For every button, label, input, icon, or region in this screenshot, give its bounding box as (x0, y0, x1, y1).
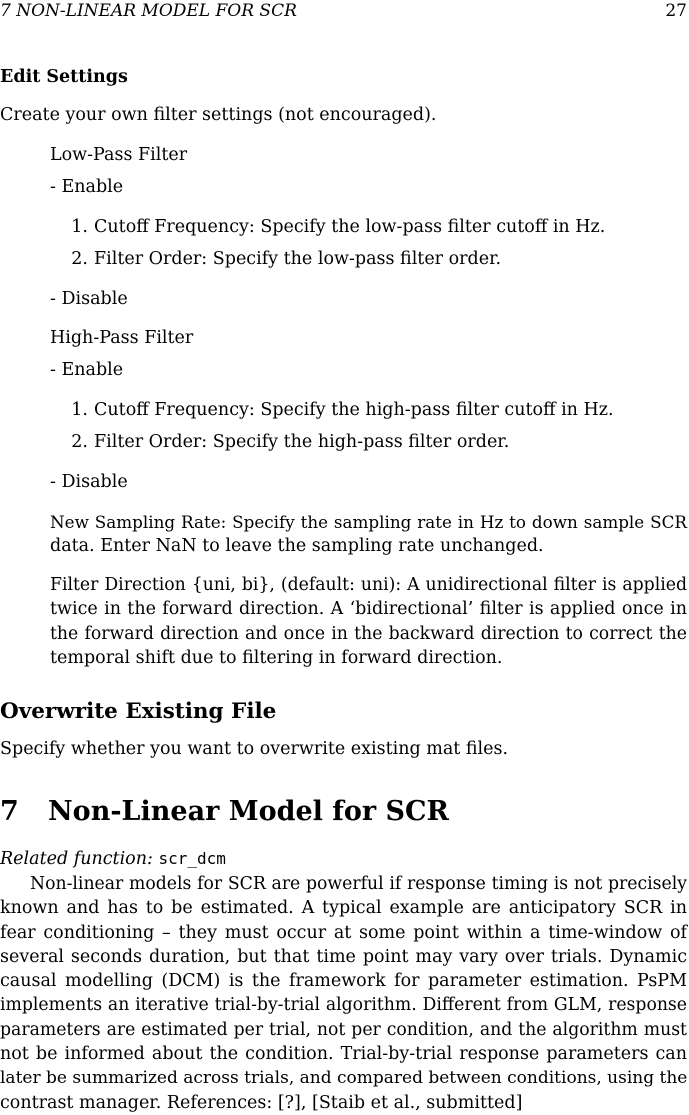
paragraph-line: causal modelling (DCM) is the framework for parameter estimation. PsPM (0, 971, 687, 992)
item-text: Cutoff Frequency: Specify the high-pass filter cutoff in Hz. (94, 400, 614, 420)
paragraph-line: Filter Direction {uni, bi}, (default: uni): A unidirectional filter is applied (50, 575, 687, 595)
item-number: 1. (71, 400, 88, 420)
low-pass-item-1 (62, 216, 605, 238)
low-pass-enable: - Enable (50, 177, 124, 197)
section-body-paragraph (0, 872, 687, 1115)
paragraph-line: twice in the forward direction. A ‘bidirectional’ filter is applied once in (50, 599, 687, 620)
edit-settings-heading: Edit Settings (0, 67, 128, 87)
item-number: 1. (71, 217, 88, 237)
paragraph-line: Non-linear models for SCR are powerful if response timing is not precisely (30, 874, 687, 894)
paragraph-line: temporal shift due to filtering in forward direction. (50, 647, 503, 668)
high-pass-item-1 (62, 399, 614, 421)
sampling-rate-paragraph (50, 510, 687, 559)
filter-direction-paragraph (50, 573, 687, 670)
running-head-title: 7 NON-LINEAR MODEL FOR SCR (0, 1, 297, 21)
related-function-line (0, 848, 226, 870)
item-text: Filter Order: Specify the low-pass filter order. (94, 249, 502, 269)
high-pass-item-2 (62, 431, 509, 453)
low-pass-label: Low-Pass Filter (50, 145, 188, 165)
paragraph-line: implements an iterative trial-by-trial algorithm. Different from GLM, response (0, 995, 687, 1016)
overwrite-text: Specify whether you want to overwrite existing mat files. (0, 739, 509, 759)
running-head (0, 0, 689, 22)
item-text: Cutoff Frequency: Specify the low-pass filter cutoff in Hz. (94, 217, 606, 237)
high-pass-disable: - Disable (50, 472, 128, 492)
low-pass-disable: - Disable (50, 289, 128, 309)
paragraph-line: fear conditioning – they must occur at some point within a time-window of (0, 922, 687, 943)
paragraph-line: later be summarized across trials, and compared between conditions, using the (0, 1068, 688, 1089)
low-pass-item-2 (62, 248, 501, 270)
edit-settings-intro: Create your own filter settings (not encouraged). (0, 105, 437, 125)
section-title: Non-Linear Model for SCR (48, 796, 449, 827)
paragraph-line: parameters are estimated per trial, not per condition, and the algorithm must (0, 1019, 687, 1040)
paragraph-line: New Sampling Rate: Specify the sampling rate in Hz to down sample SCR (50, 512, 687, 532)
item-number: 2. (71, 249, 88, 269)
paragraph-line: several seconds duration, but that time point may vary over trials. Dynamic (0, 946, 687, 967)
paragraph-line: data. Enter NaN to leave the sampling rate unchanged. (50, 536, 544, 557)
item-text: Filter Order: Specify the high-pass filter order. (94, 432, 510, 452)
paragraph-line: not be informed about the condition. Trial-by-trial response parameters can (0, 1044, 687, 1065)
related-function-label: Related function: (0, 849, 153, 869)
overwrite-heading: Overwrite Existing File (0, 699, 277, 724)
paragraph-line: contrast manager. References: [?], [Staib et al., submitted] (0, 1092, 523, 1113)
section-heading (0, 796, 449, 828)
paragraph-line: the forward direction and once in the backward direction to correct the (50, 623, 687, 644)
high-pass-enable: - Enable (50, 360, 124, 380)
high-pass-label: High-Pass Filter (50, 328, 194, 348)
section-number: 7 (0, 796, 19, 827)
related-function-name: scr_dcm (158, 849, 226, 868)
paragraph-line: known and has to be estimated. A typical example are anticipatory SCR in (0, 898, 687, 919)
item-number: 2. (71, 432, 88, 452)
page-number: 27 (665, 1, 687, 21)
